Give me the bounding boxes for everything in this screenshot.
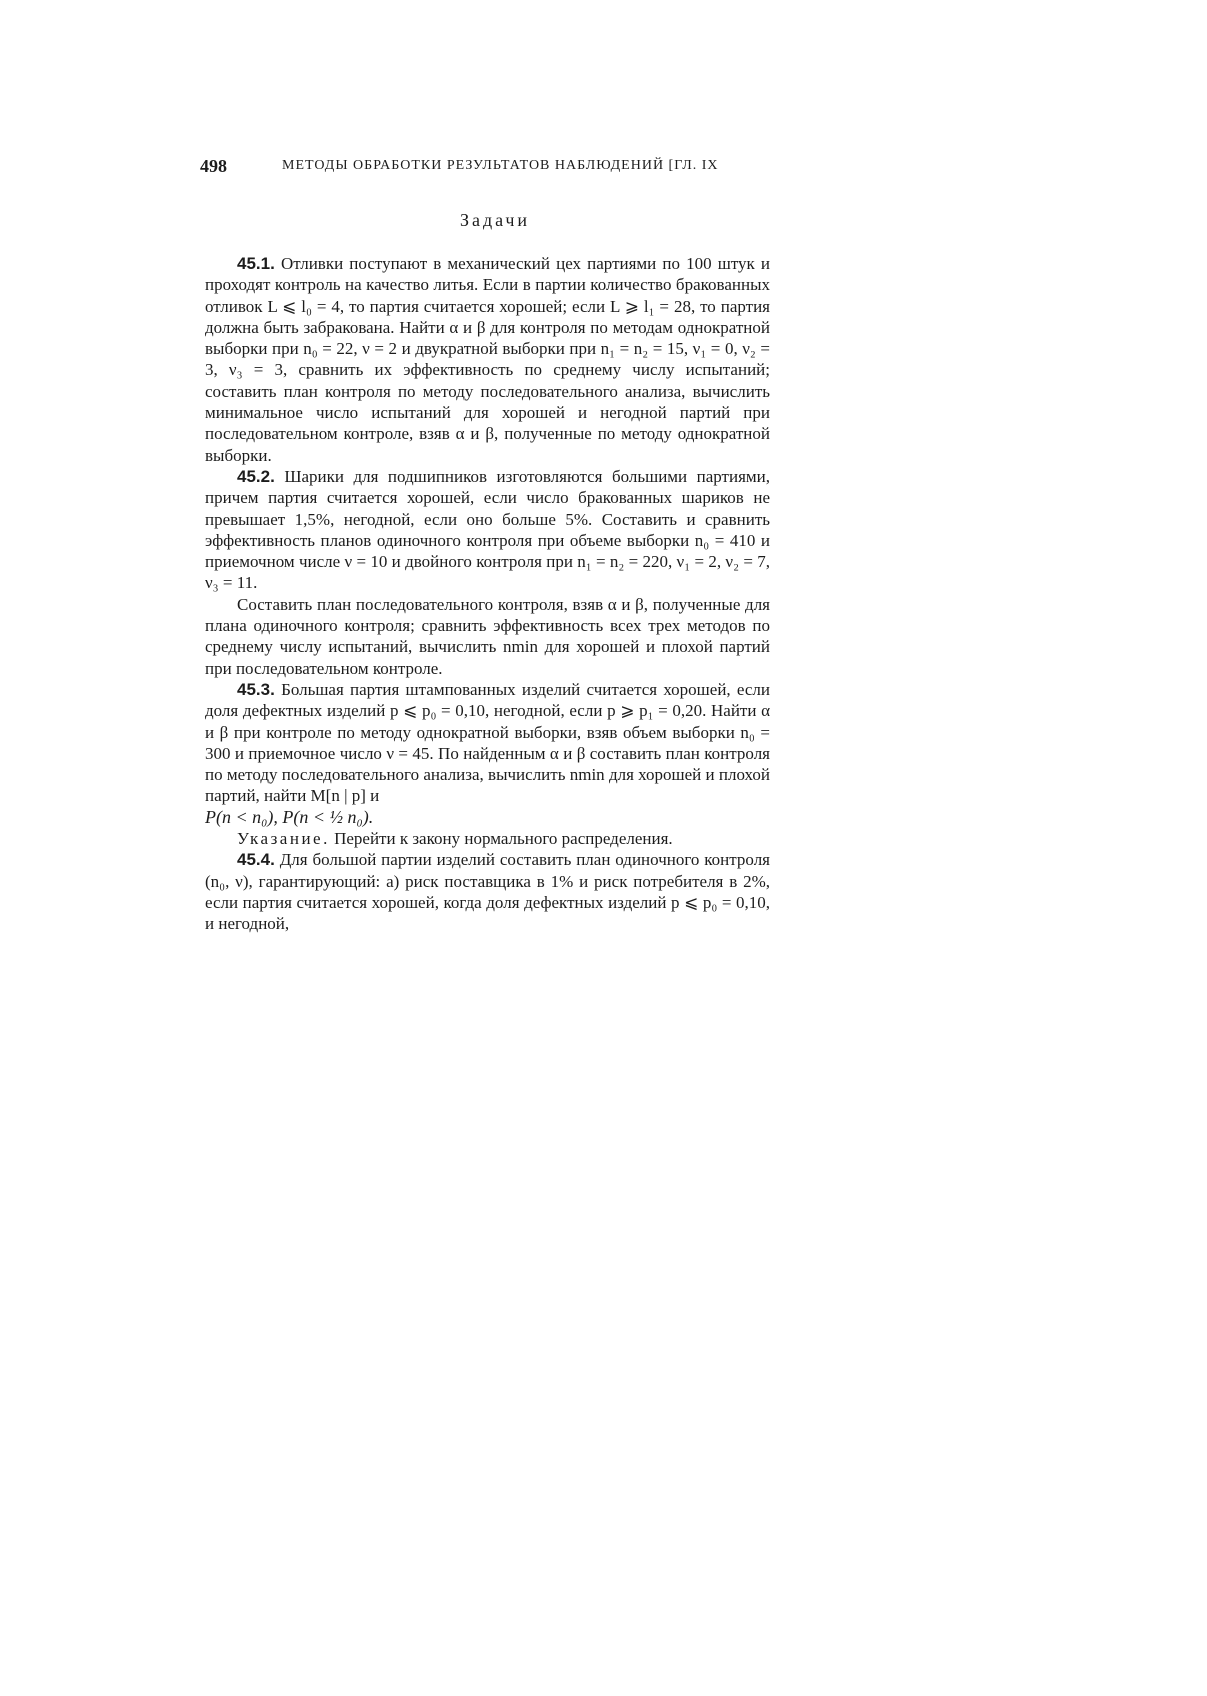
hint-text: Перейти к закону нормального распределения. [334, 829, 673, 849]
hint-label: Указание. [237, 829, 330, 849]
problem-number: 45.4. [237, 850, 275, 870]
problem-45-2 [205, 466, 770, 594]
problem-45-2-continuation: Составить план последовательного контроля, взяв α и β, полученные для плана одиночного контроля; сравнить эффективность всех трех методов по среднему числу испытаний, вычислить nmin для хорошей и плохой партий при последовательном контроле. [205, 594, 770, 678]
problem-45-4 [205, 849, 770, 934]
section-title: Задачи [459, 210, 531, 230]
problem-text: Отливки поступают в механический цех партиями по 100 штук и проходят контроль на качество литья. Если в партии количество бракованных отливок L ⩽ l₀ = 4, то партия считается хорошей; если L ⩾ l₁ = 28, то партия должна быть забракована. Найти α и β для контроля по методам однократной выборки при n₀ = 22, ν = 2 и двукратной выборки при n₁ = n₂ = 15, ν₁ = 0, ν₂ = 3, ν₃ = 3, сравнить их эффективность по среднему числу испытаний; составить план контроля по методу последовательного анализа, вычислить минимальное число испытаний для хорошей и негодной партий при последовательном контроле, взяв α и β, полученные по методу однократной выборки. [205, 254, 771, 465]
problem-text: Шарики для подшипников изготовляются большими партиями, причем партия считается хорошей, если число бракованных шариков не превышает 1,5%, негодной, если оно больше 5%. Составить и сравнить эффективность планов одиночного контроля при объеме выборки n₀ = 410 и приемочном числе ν = 10 и двойного контроля при n₁ = n₂ = 220, ν₁ = 2, ν₂ = 7, ν₃ = 11. [205, 466, 771, 593]
problem-text: Большая партия штампованных изделий считается хорошей, если доля дефектных изделий p ⩽ p₀ = 0,10, негодной, если p ⩾ p₁ = 0,20. Найти α и β при контроле по методу однократной выборки, взяв объем выборки n₀ = 300 и приемочное число ν = 45. По найденным α и β составить план контроля по методу последовательного анализа, вычислить nmin для хорошей и плохой партий, найти M[n | p] и [205, 679, 771, 806]
problem-45-3 [205, 679, 770, 807]
problems-body [205, 253, 770, 935]
formula: P(n < n₀), P(n < ½ n₀). [205, 806, 374, 827]
problem-number: 45.3. [237, 679, 275, 699]
problem-45-1 [205, 253, 770, 466]
running-title: МЕТОДЫ ОБРАБОТКИ РЕЗУЛЬТАТОВ НАБЛЮДЕНИЙ [ГЛ. IX [282, 158, 719, 173]
problem-number: 45.1. [237, 254, 275, 273]
hint [205, 828, 770, 849]
page-number: 498 [200, 156, 227, 176]
problem-text: Для большой партии изделий составить план одиночного контроля (n₀, ν), гарантирующий: а) риск поставщика в 1% и риск потребителя в 2%, если партия считается хорошей, когда доля дефектных изделий p ⩽ p₀ = 0,10, и негодной, [205, 850, 770, 934]
problem-number: 45.2. [237, 466, 275, 486]
